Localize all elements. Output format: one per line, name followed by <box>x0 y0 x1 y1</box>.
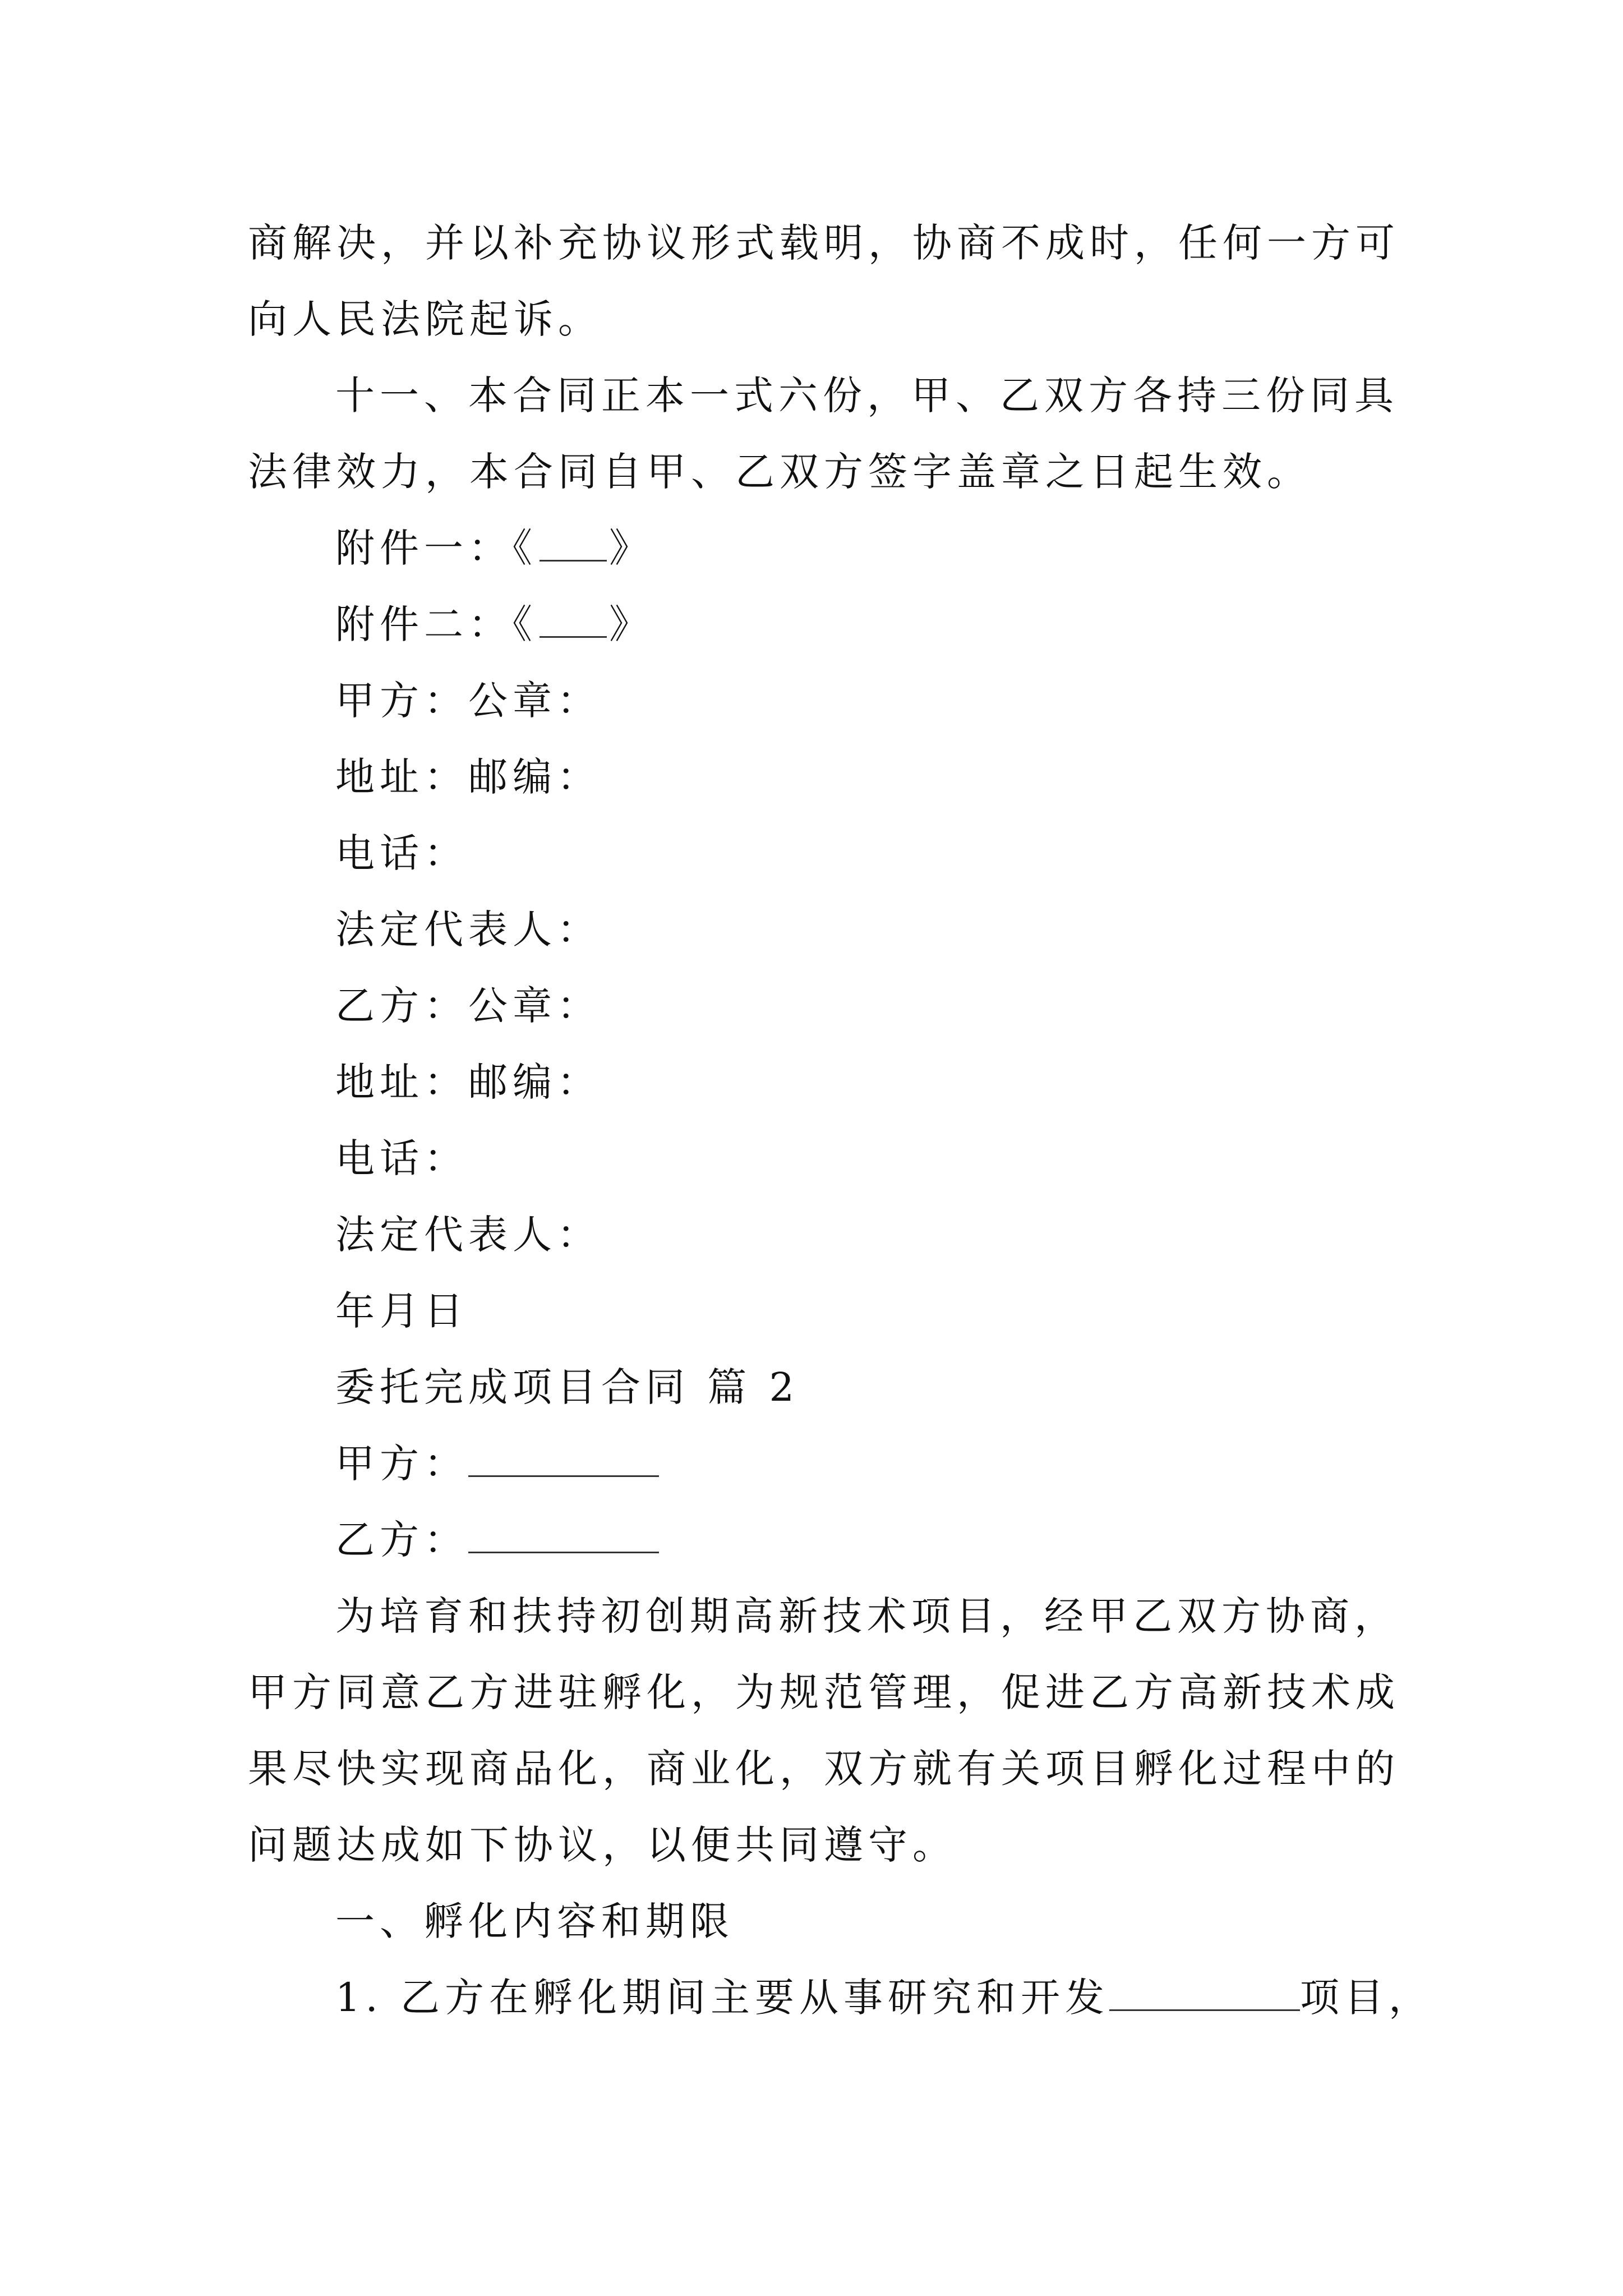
party-a-seal: 甲方：公章： <box>335 678 601 724</box>
party-b-phone: 电话： <box>335 1135 468 1181</box>
preamble-line: 甲方同意乙方进驻孵化，为规范管理，促进乙方高新技术成 <box>248 1669 1400 1715</box>
attachment-one-blank <box>540 525 607 562</box>
attachment-two-blank <box>540 601 607 638</box>
clause-eleven-line: 法律效力，本合同自甲、乙双方签字盖章之日起生效。 <box>248 449 1311 495</box>
attachment-one-suffix: 》 <box>609 525 653 571</box>
party-a-address: 地址：邮编： <box>335 754 601 800</box>
party-a-phone: 电话： <box>335 830 468 876</box>
preamble-line: 为培育和扶持初创期高新技术项目，经甲乙双方协商， <box>335 1593 1399 1639</box>
signature-date: 年月日 <box>335 1288 468 1334</box>
preamble-line: 果尽快实现商品化，商业化，双方就有关项目孵化过程中的 <box>248 1746 1400 1792</box>
attachment-one <box>335 523 653 573</box>
attachment-one-prefix: 附件一：《 <box>335 525 537 571</box>
party-a-label: 甲方： <box>335 1441 468 1487</box>
party-b-label: 乙方： <box>335 1517 468 1563</box>
paragraph-line: 向人民法院起诉。 <box>248 296 602 342</box>
section-title: 委托完成项目合同 篇 2 <box>335 1364 800 1410</box>
item-one-blank <box>1109 1975 1300 2011</box>
clause-eleven-line: 十一、本合同正本一式六份，甲、乙双方各持三份同具 <box>335 372 1399 418</box>
party-b-line <box>335 1515 659 1565</box>
item-one-line <box>335 1972 1433 2023</box>
party-b-seal: 乙方：公章： <box>335 983 601 1029</box>
party-b-representative: 法定代表人： <box>335 1212 601 1258</box>
item-one-prefix: 1. 乙方在孵化期间主要从事研究和开发 <box>335 1975 1110 2021</box>
attachment-two-prefix: 附件二：《 <box>335 601 537 647</box>
party-a-line <box>335 1438 659 1489</box>
party-b-blank <box>468 1517 659 1553</box>
attachment-two <box>335 599 653 650</box>
preamble-line: 问题达成如下协议，以便共同遵守。 <box>248 1822 957 1868</box>
attachment-two-suffix: 》 <box>609 601 653 647</box>
section-heading: 一、孵化内容和期限 <box>335 1898 734 1944</box>
party-a-representative: 法定代表人： <box>335 907 601 953</box>
item-one-suffix: 项目， <box>1300 1975 1433 2021</box>
party-b-address: 地址：邮编： <box>335 1059 601 1105</box>
party-a-blank <box>468 1441 659 1477</box>
paragraph-line: 商解决，并以补充协议形式载明，协商不成时，任何一方可 <box>248 220 1400 266</box>
